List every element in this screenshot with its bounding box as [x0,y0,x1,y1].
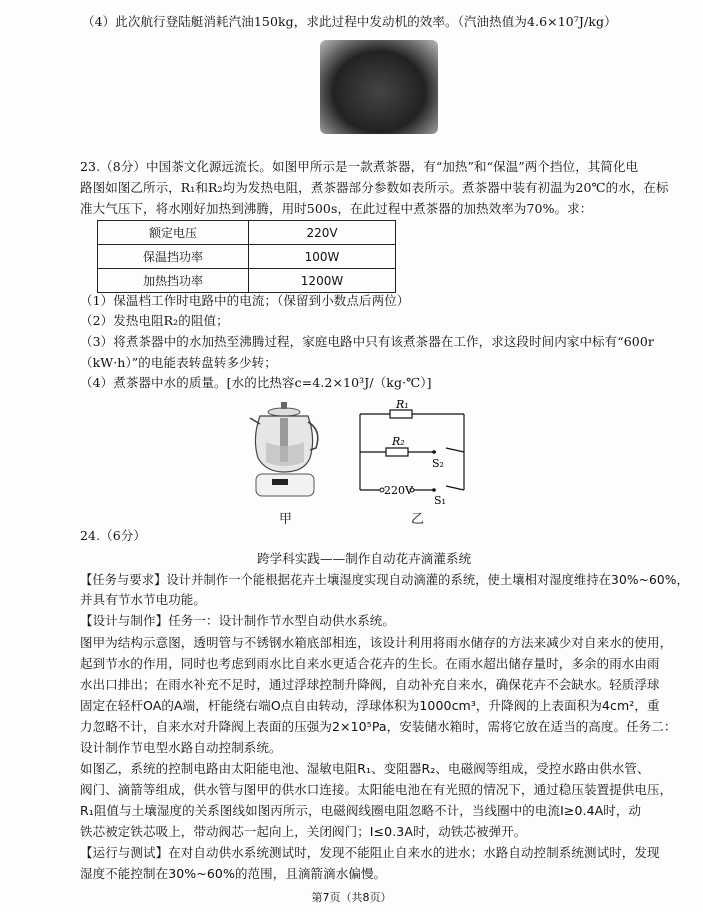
param-value: 1200W [249,269,396,293]
circuit-diagram [346,398,476,504]
q24-line-5: 起到节水的作用，同时也考虑到雨水比自来水更适合花卉的生长。在雨水超出储存量时，多余的雨水由雨 [80,656,660,671]
q24-header: 24.（6分） [80,528,147,543]
param-name: 保温挡功率 [98,245,249,269]
param-value: 100W [249,245,396,269]
table-row [98,245,396,269]
q24-line-7: 固定在轻杆OA的A端，杆能绕右端O点自由转动，浮球体积为1000cm³，升降阀的上表面积为4cm²，重 [80,698,660,713]
table-row [98,269,396,293]
tea-kettle-image [246,398,324,502]
landing-craft-photo [320,40,438,134]
voltage-label: 220V [384,484,413,497]
q24-line-4: 图甲为结构示意图，透明管与不锈钢水箱底部相连，该设计利用将雨水储存的方法来减少对自来水的使用， [80,635,673,650]
figure-caption-jia: 甲 [279,512,293,527]
q24-line-6: 水出口排出；在雨水补充不足时，通过浮球控制升降阀，自动补充自来水，确保花卉不会缺水。轻质浮球 [80,677,660,692]
q24-line-15: 湿度不能控制在30%~60%的范围，且滴箭滴水偏慢。 [80,866,387,881]
q23-line-2: 路图如图乙所示，R₁和R₂均为发热电阻，煮茶器部分参数如表所示。煮茶器中装有初温为20℃的水，在标 [80,180,669,195]
q24-line-12: R₁阻值与土壤湿度的关系图线如图丙所示，电磁阀线圈电阻忽略不计，当线圈中的电流I≥0.4A时，动 [80,803,642,818]
q24-title: 跨学科实践——制作自动花卉滴灌系统 [257,551,472,566]
param-name: 额定电压 [98,221,249,245]
q24-line-8: 力忽略不计，自来水对升降阀上表面的压强为2×10⁵Pa，安装储水箱时，需将它放在适当的高度。任务二： [80,719,677,734]
kettle-parameter-table [97,220,396,293]
q23-sub-3-cont: （kW·h）”的电能表转盘转多少转； [80,355,277,370]
r2-label: R₂ [392,435,405,448]
q22-part4: （4）此次航行登陆艇消耗汽油150kg，求此过程中发动机的效率。（汽油热值为4.6×10⁷J/kg） [82,14,617,29]
q24-line-2: 并具有节水节电功能。 [80,592,207,607]
q24-line-13: 铁芯被定铁芯吸上，带动阀芯一起向上，关闭阀门；I≤0.3A时，动铁芯被弹开。 [80,824,527,839]
r1-label: R₁ [396,398,409,411]
q23-line-1: 23.（8分）中国茶文化源远流长。如图甲所示是一款煮茶器，有“加热”和“保温”两个挡位，其简化电 [80,159,639,174]
q23-sub-1: （1）保温档工作时电路中的电流；（保留到小数点后两位） [80,293,410,308]
table-row [98,221,396,245]
q24-line-10: 如图乙，系统的控制电路由太阳能电池、湿敏电阻R₁、变阻器R₂、电磁阀等组成，受控水路由供水管、 [80,761,650,776]
s2-label: S₂ [432,457,444,470]
param-value: 220V [249,221,396,245]
s1-label: S₁ [434,494,446,504]
q24-line-3: 【设计与制作】任务一：设计制作节水型自动供水系统。 [80,613,396,628]
q24-line-9: 设计制作节电型水路自动控制系统。 [80,740,282,755]
q24-line-1: 【任务与要求】设计并制作一个能根据花卉土壤湿度实现自动滴灌的系统，使土壤相对湿度维持在30%~60%， [80,573,689,587]
page-footer: 第7页（共8页） [311,891,392,904]
resistor-r2-symbol [386,448,408,456]
q24-line-14: 【运行与测试】在对自动供水系统测试时，发现不能阻止自来水的进水；水路自动控制系统测试时，发现 [80,845,660,860]
q23-line-3: 准大气压下，将水刚好加热到沸腾，用时500s，在此过程中煮茶器的加热效率为70%。求： [80,201,593,216]
figure-caption-yi: 乙 [411,512,425,527]
q24-line-11: 阀门、滴箭等组成，供水管与图甲的供水口连接。太阳能电池在有光照的情况下，通过稳压装置提供电压， [80,782,673,797]
q23-sub-4: （4）煮茶器中水的质量。[水的比热容c=4.2×10³J/（kg·℃）] [80,375,432,390]
param-name: 加热挡功率 [98,269,249,293]
resistor-r1-symbol [390,410,412,418]
q23-sub-2: （2）发热电阻R₂的阻值； [80,313,229,328]
q23-sub-3: （3）将煮茶器中的水加热至沸腾过程，家庭电路中只有该煮茶器在工作，求这段时间内家中标有“600r [80,334,654,349]
